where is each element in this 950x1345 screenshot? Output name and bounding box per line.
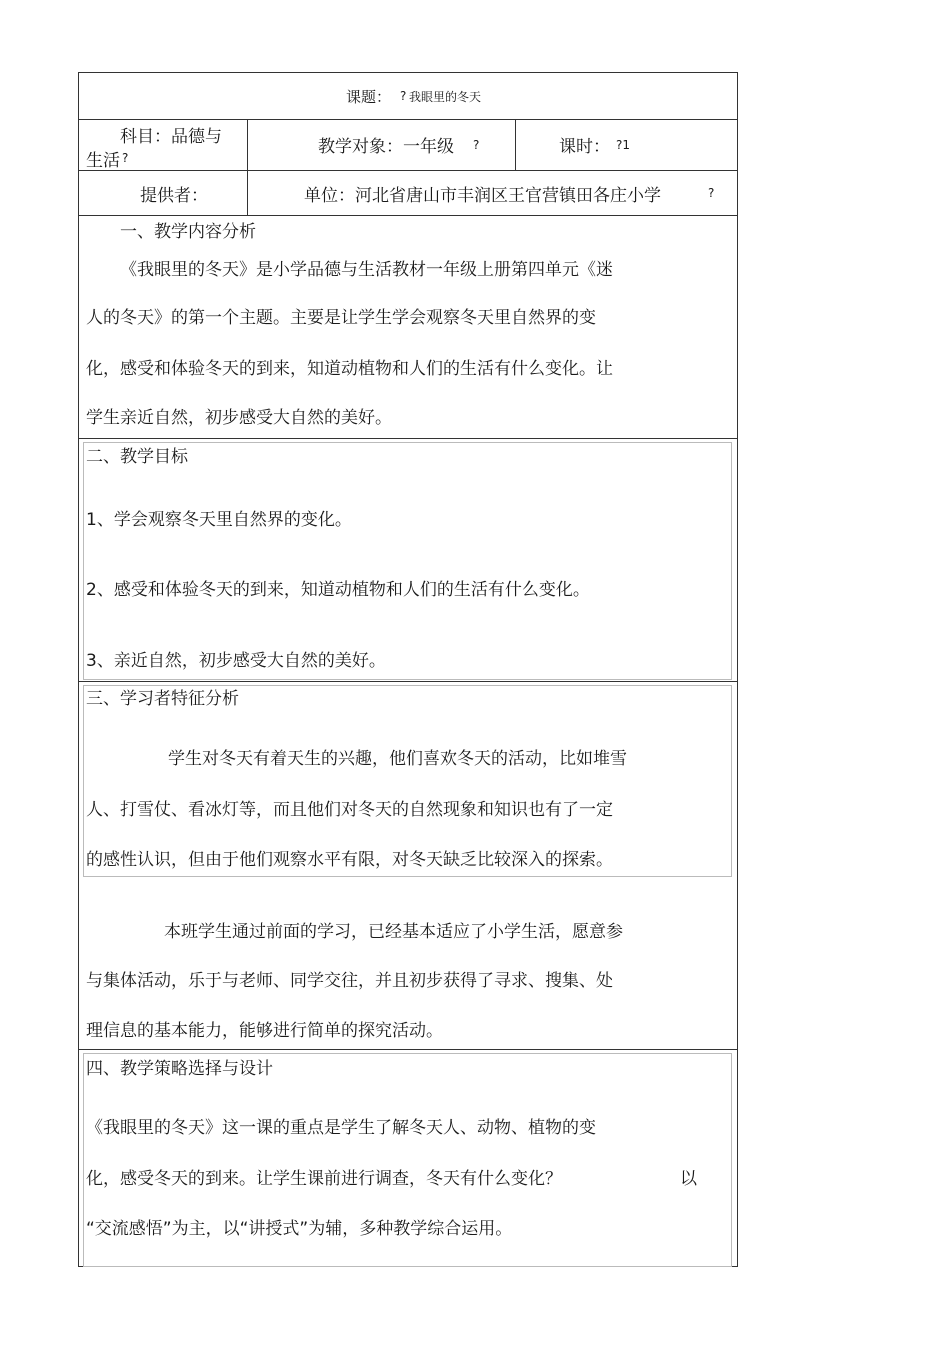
learner-line: 的感性认识，但由于他们观察水平有限，对冬天缺乏比较深入的探索。 bbox=[86, 850, 613, 870]
hours-label: 课时： bbox=[559, 137, 610, 157]
column-divider bbox=[515, 119, 516, 170]
row-divider bbox=[78, 438, 738, 439]
unit-mark: ? bbox=[708, 186, 715, 200]
section1-line: 《我眼里的冬天》是小学品德与生活教材一年级上册第四单元《迷 bbox=[120, 260, 613, 280]
strategy-line: “交流感悟”为主，以“讲授式”为辅，多种教学综合运用。 bbox=[86, 1219, 513, 1239]
section1-line: 学生亲近自然，初步感受大自然的美好。 bbox=[86, 408, 392, 428]
goal-item: 3、亲近自然，初步感受大自然的美好。 bbox=[86, 651, 386, 671]
goal-item: 1、学会观察冬天里自然界的变化。 bbox=[86, 510, 352, 530]
row-divider bbox=[78, 1049, 738, 1050]
learner-line: 本班学生通过前面的学习，已经基本适应了小学生活，愿意参 bbox=[164, 922, 623, 942]
row-divider bbox=[78, 170, 738, 171]
unit-label: 单位：河北省唐山市丰润区王官营镇田各庄小学 bbox=[304, 186, 661, 206]
row-divider bbox=[78, 119, 738, 120]
subject-line2: 生活 bbox=[86, 151, 120, 171]
section1-heading: 一、教学内容分析 bbox=[120, 222, 256, 242]
audience-label: 教学对象：一年级 bbox=[318, 137, 454, 157]
strategy-line: 化，感受冬天的到来。让学生课前进行调查，冬天有什么变化？ bbox=[86, 1169, 562, 1189]
title-mark: ? bbox=[400, 89, 407, 103]
strategy-line: 《我眼里的冬天》这一课的重点是学生了解冬天人、动物、植物的变 bbox=[86, 1118, 596, 1138]
row-divider bbox=[78, 681, 738, 682]
section1-line: 化，感受和体验冬天的到来，知道动植物和人们的生活有什么变化。让 bbox=[86, 359, 613, 379]
subject-line1: 科目：品德与 bbox=[120, 127, 222, 147]
section3-heading: 三、学习者特征分析 bbox=[86, 689, 239, 709]
title-value: 我眼里的冬天 bbox=[409, 90, 482, 104]
row-divider bbox=[78, 215, 738, 216]
provider-label: 提供者： bbox=[140, 186, 208, 206]
learner-line: 学生对冬天有着天生的兴趣，他们喜欢冬天的活动，比如堆雪 bbox=[168, 749, 627, 769]
section1-line: 人的冬天》的第一个主题。主要是让学生学会观察冬天里自然界的变 bbox=[86, 308, 596, 328]
column-divider bbox=[247, 119, 248, 215]
section2-heading: 二、教学目标 bbox=[86, 447, 188, 467]
strategy-line-tail: 以 bbox=[680, 1169, 697, 1189]
audience-mark: ? bbox=[473, 138, 480, 152]
goal-item: 2、感受和体验冬天的到来，知道动植物和人们的生活有什么变化。 bbox=[86, 580, 590, 600]
learner-line: 人、打雪仗、看冰灯等，而且他们对冬天的自然现象和知识也有了一定 bbox=[86, 800, 613, 820]
learner-line: 与集体活动，乐于与老师、同学交往，并且初步获得了寻求、搜集、处 bbox=[86, 971, 613, 991]
hours-value: ?1 bbox=[616, 138, 631, 152]
section4-heading: 四、教学策略选择与设计 bbox=[86, 1059, 273, 1079]
subject-mark: ? bbox=[122, 151, 129, 165]
goals-inner-box bbox=[83, 442, 732, 680]
learner-line: 理信息的基本能力，能够进行简单的探究活动。 bbox=[86, 1021, 443, 1041]
title-label: 课题： bbox=[346, 88, 392, 106]
